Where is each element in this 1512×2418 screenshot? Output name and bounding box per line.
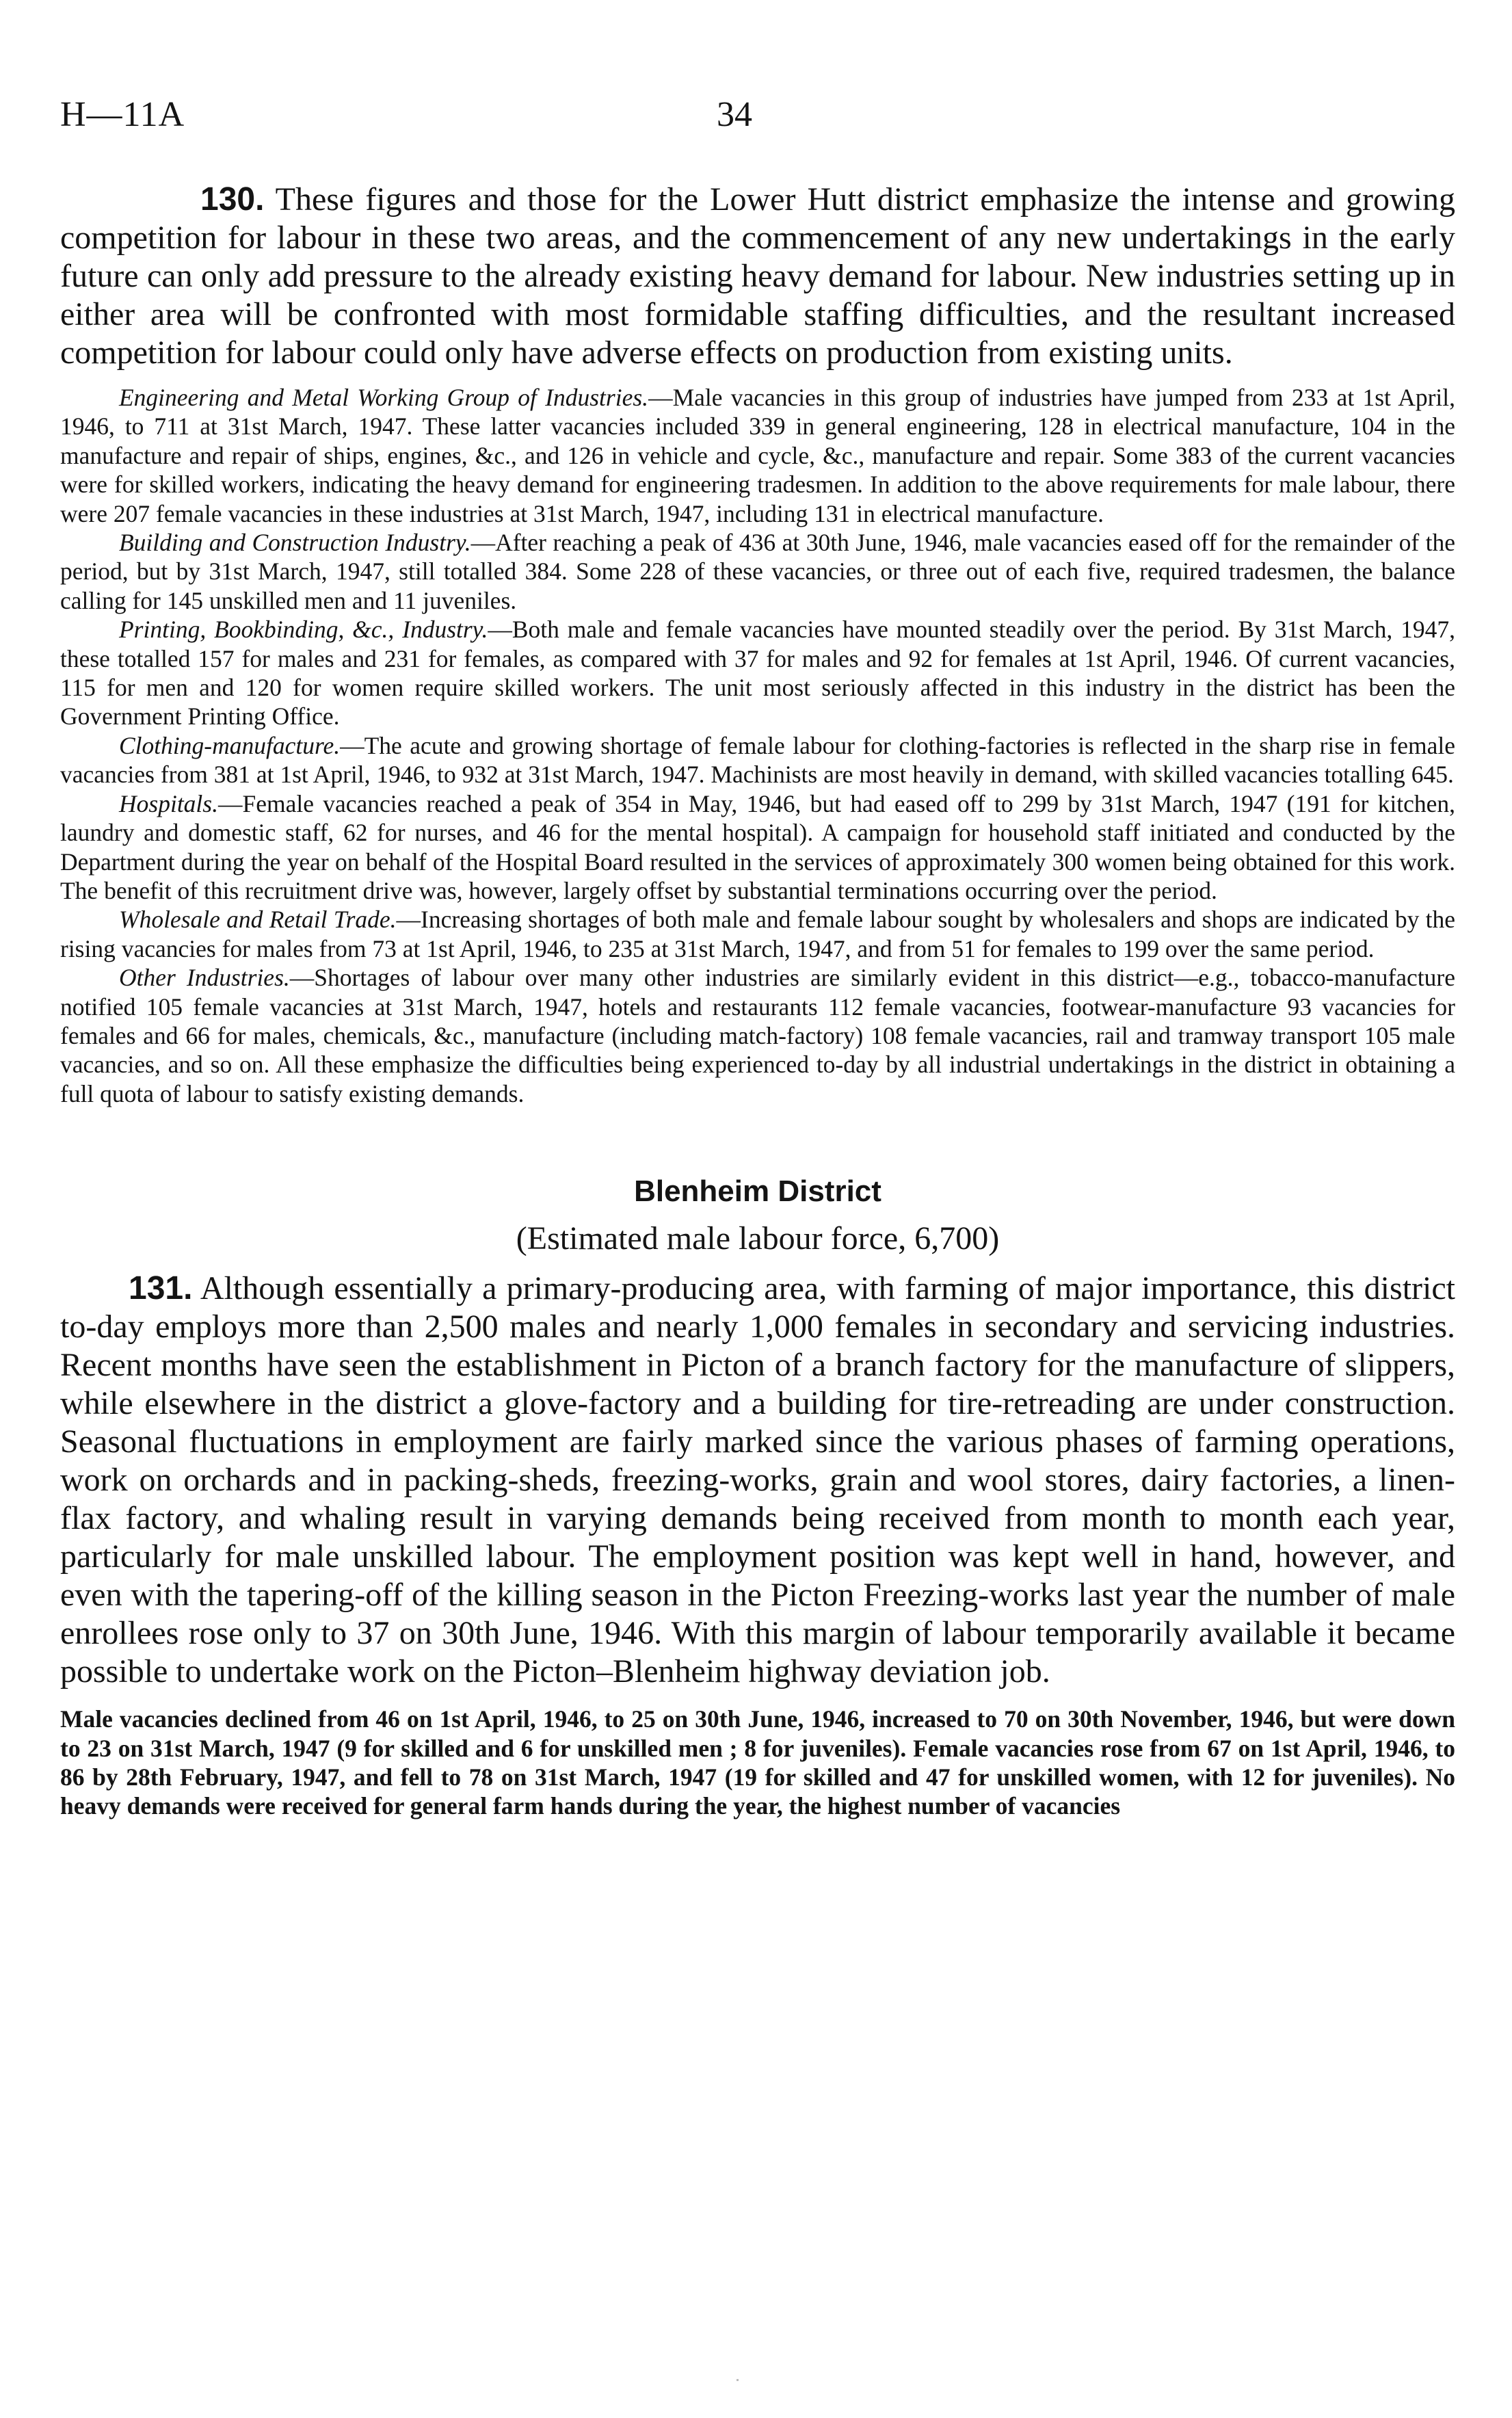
page-number: 34 [717,95,752,134]
paragraph-131 [60,1270,1455,1691]
subsection-building [60,528,1455,615]
subsection-text: —Increasing shortages of both male and female labour sought by wholesalers and shops are indicated by the rising vacancies for males from 73 at 1st April, 1946, to 235 at 31st March, 1947, and from 51 for females to 199 over the same period. [60,906,1455,962]
subsection-text: —Female vacancies reached a peak of 354 in May, 1946, but had eased off to 299 by 31st March, 1947 (191 for kitchen, laundry and domestic staff, 62 for nurses, and 46 for the mental hospital). A campaign for household staff initiated and conducted by the Department during the year on behalf of the Hospital Board resulted in the services of approximately 300 women being obtained for this work. The benefit of this recruitment drive was, however, largely offset by substantial terminations occurring over the period. [60,789,1455,904]
subsection-heading: Printing, Bookbinding, &c., Industry. [119,616,488,644]
paragraph-number: 131. [129,1270,193,1307]
subsection-heading: Hospitals. [119,789,218,817]
vacancies-paragraph: Male vacancies declined from 46 on 1st April, 1946, to 25 on 30th June, 1946, increased to 70 on 30th November, 1946, but were down to 23 on 31st March, 1947 (9 for skilled and 6 for unskilled men ; 8 for juveniles). Female vacancies rose from 67 on 1st April, 1946, to 86 by 28th February, 1947, and fell to 78 on 31st March, 1947 (19 for skilled and 47 for unskilled women, with 12 for juveniles). No heavy demands were received for general farm hands during the year, the highest number of vacancies [60,1705,1455,1820]
subsection-text: —Shortages of labour over many other industries are similarly evident in this district—e.g., tobacco-manufacture notified 105 female vacancies at 31st March, 1947, hotels and restaurants 112 female vacancies, footwear-manufacture 93 vacancies for females and 66 for males, chemicals, &c., manufacture (including match-factory) 108 female vacancies, rail and tramway transport 105 male vacancies, and so on. All these emphasize the difficulties being experienced to-day by all industrial undertakings in the district in obtaining a full quota of labour to satisfy existing demands. [60,964,1455,1107]
subsection-heading: Other Industries. [119,964,290,992]
document-reference: H—11A [60,95,185,134]
subsection-text: —Male vacancies in this group of industries have jumped from 233 at 1st April, 1946, to 711 at 31st March, 1947. These latter vacancies included 339 in general engineering, 128 in electrical manufacture, 104 in the manufacture and repair of ships, engines, &c., and 126 in vehicle and cycle, &c., manufacture and repair. Some 383 of the current vacancies were for skilled workers, indicating the heavy demand for engineering tradesmen. In addition to the above requirements for male labour, there were 207 female vacancies in these industries at 31st March, 1947, including 131 in electrical manufacture. [60,384,1456,527]
document-page [60,81,1455,1821]
paragraph-number: 130. [200,181,265,218]
subsection-text: —Both male and female vacancies have mounted steadily over the period. By 31st March, 1947, these totalled 157 for males and 231 for females, as compared with 37 for males and 92 for females at 1st April, 1946. Of current vacancies, 115 for men and 120 for women require skilled workers. The unit most seriously affected in this industry in the district has been the Government Printing Office. [60,616,1455,731]
section-title: Blenheim District [634,1174,881,1209]
page-header [60,81,1455,163]
subsection-engineering [60,383,1455,528]
subsection-text: —The acute and growing shortage of female labour for clothing-factories is reflected in the sharp rise in female vacancies from 381 at 1st April, 1946, to 932 at 31st March, 1947. Machinists are most heavily in demand, with skilled vacancies totalling 645. [60,731,1455,789]
paragraph-text: These figures and those for the Lower Hutt district emphasize the intense and growing competition for labour in these two areas, and the commencement of any new undertakings in the early future can only add pressure to the already existing heavy demand for labour. New industries setting up in either area will be confronted with most formidable staffing difficulties, and the resultant increased competition for labour could only have adverse effects on production from existing units. [60,181,1455,371]
scan-speck [737,2379,739,2381]
subsection-printing [60,615,1455,731]
section-subtitle: (Estimated male labour force, 6,700) [516,1220,1000,1257]
subsection-clothing [60,731,1455,789]
paragraph-text: Although essentially a primary-producing area, with farming of major importance, this district to-day employs more than 2,500 males and nearly 1,000 females in secondary and servicing industries. Recent months have seen the establishment in Picton of a branch factory for the manufacture of slippers, while elsewhere in the district a glove-factory and a building for tire-retreading are under construction. Seasonal fluctuations in employment are fairly marked since the various phases of farming operations, work on orchards and in packing-sheds, freezing-works, grain and wool stores, dairy factories, a linen-flax factory, and whaling result in varying demands being received from month to month each year, particularly for male unskilled labour. The employment position was kept well in hand, however, and even with the tapering-off of the killing season in the Picton Freezing-works last year the number of male enrollees rose only to 37 on 30th June, 1946. With this margin of labour temporarily available it became possible to undertake work on the Picton–Blenheim highway deviation job. [60,1270,1455,1690]
paragraph-130 [60,181,1455,372]
subsection-wholesale [60,905,1455,963]
subsection-heading: Engineering and Metal Working Group of Industries. [119,384,649,411]
subsection-hospitals [60,789,1455,906]
subsection-heading: Clothing-manufacture. [119,731,341,759]
subsection-other [60,963,1455,1108]
subsection-text: —After reaching a peak of 436 at 30th June, 1946, male vacancies eased off for the remainder of the period, but by 31st March, 1947, still totalled 384. Some 228 of these vacancies, or three out of each five, required tradesmen, the balance calling for 145 unskilled men and 11 juveniles. [60,529,1455,614]
subsection-list [60,383,1455,1108]
subsection-heading: Building and Construction Industry. [119,529,471,557]
subsection-heading: Wholesale and Retail Trade. [119,906,397,934]
